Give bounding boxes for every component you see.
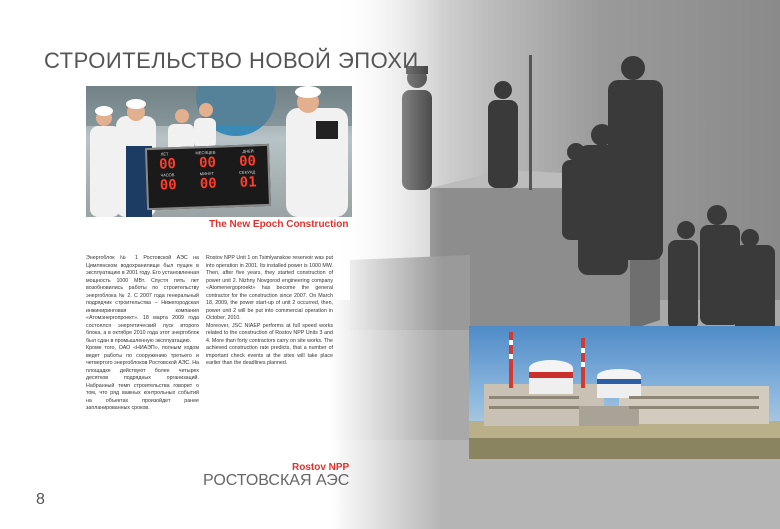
section-title-en: The New Epoch Construction [209, 219, 349, 230]
clock-label-days: ДНЕЙ [242, 148, 254, 154]
clock-label-months: МЕСЯЦЕВ [195, 149, 216, 156]
article-text-en [206, 255, 333, 368]
footer-label-en: Rostov NPP [292, 462, 350, 473]
power-plant-photo [469, 326, 780, 459]
countdown-board [145, 144, 271, 210]
paragraph-ru-2: Кроме того, ОАО «НИАЭП», полным ходом ведет работы по сооружению третьего и четвертого энергоблоков Ростовской АЭС. На площадке действуют более четырех десятков подрядных организаций. Набранный темп строительства говорит о том, что ряд важных контрольных событий на объектах произойдет ранее запланированных сроков. [86, 345, 199, 411]
clock-value-days: 00 [238, 153, 257, 170]
clock-label-minutes: МИНУТ [199, 170, 214, 177]
paragraph-en-1: Rostov NPP Unit 1 on Tsimlyanskoe reservoir was put into operation in 2001. Its installed power is 1000 MW. Then, after five years, they started construction of power unit 2. Nizhny Novgorod engineering company «Atomenergoproekt» has become the general contractor for the construction since 2007. On March 18, 2009, the power start-up of unit 2 occurred, then, power unit 2 will be put into commercial operation in October, 2010. [206, 255, 333, 321]
clock-label-seconds: СЕКУНД [239, 169, 256, 175]
page-number: 8 [36, 491, 45, 508]
clock-value-hours: 00 [159, 177, 177, 194]
clock-value-seconds: 01 [239, 174, 257, 191]
article-text-ru [86, 255, 199, 413]
countdown-ceremony-photo [86, 86, 352, 217]
clock-value-years: 00 [158, 156, 177, 173]
paragraph-ru-1: Энергоблок № 1 Ростовской АЭС на Цимлянском водохранилище был пущен в эксплуатацию в 2001 году. Его установленная мощность 1000 МВт. Спустя пять лет возобновились работы по строительству энергоблока № 2. С 2007 года генеральный подрядчик строительства – Нижегородская инжиниринговая компания «Атомэнергопроект». 18 марта 2009 года состоялся энергетический пуск второго блока, а в октябре 2010 года этот энергоблок был сдан в промышленную эксплуатацию. [86, 255, 199, 344]
paragraph-en-2: Moreover, JSC NIAEP performs at full speed works related to the construction of Rostov NPP Units 3 and 4. More than forty contractors carry on site works. The achieved construction rate predicts, that a number of important check events at the sites will take place earlier than the deadlines planned. [206, 322, 333, 366]
clock-label-hours: ЧАСОВ [160, 172, 175, 178]
page-title: СТРОИТЕЛЬСТВО НОВОЙ ЭПОХИ [44, 48, 419, 73]
clock-label-years: ЛЕТ [160, 151, 169, 157]
clock-value-minutes: 00 [199, 175, 217, 193]
power-plant-scene [469, 326, 780, 459]
clock-value-months: 00 [198, 154, 217, 172]
footer-label-ru: РОСТОВСКАЯ АЭС [203, 472, 350, 489]
